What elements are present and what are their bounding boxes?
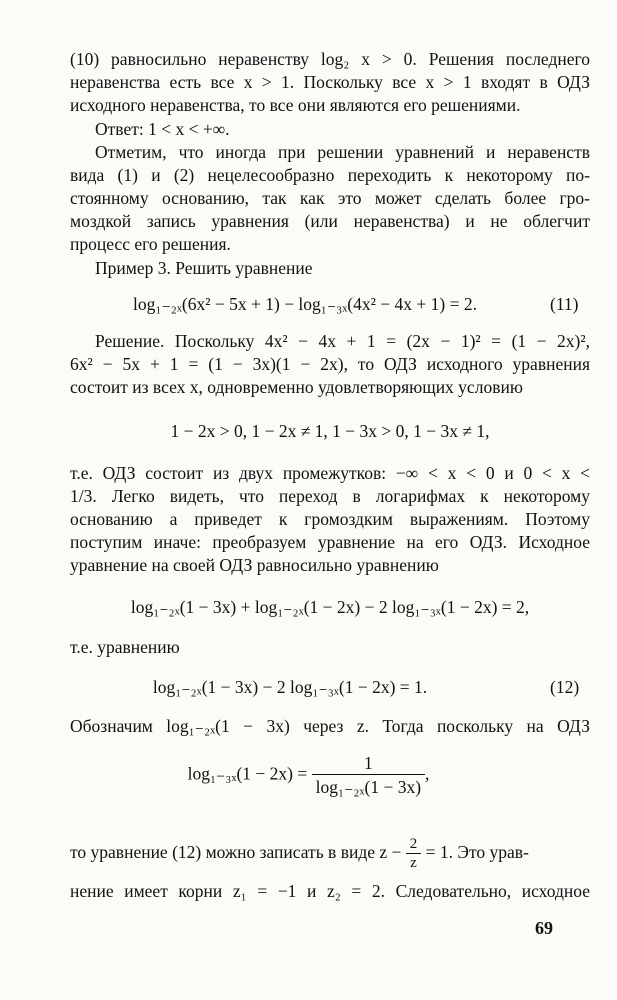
solution-line: Решение. Поскольку 4x² − 4x + 1 = (2x − 1)² = (1 − 2x)²,: [95, 331, 590, 351]
page-number: 69: [535, 918, 553, 938]
text-line: т.е. ОДЗ состоит из двух промежутков: −∞ < x < 0 и 0 < x <: [70, 463, 590, 483]
text-line: стоянному основанию, так как это может сделать более гро-: [70, 188, 590, 208]
fraction-formula: [0, 752, 617, 799]
equation-number: (12): [550, 677, 580, 697]
text-segment: то уравнение (12) можно записать в виде z −: [70, 842, 402, 862]
inline-fraction-numerator: 2: [406, 835, 422, 854]
equation-number: (11): [550, 294, 579, 314]
text-line: (10) равносильно неравенству log₂ x > 0. Решения последнего: [70, 49, 590, 69]
text-line: состоит из всех x, одновременно удовлетворяющих условию: [70, 377, 523, 397]
fraction-denominator: log₁₋₂ₓ(1 − 3x): [315, 777, 422, 797]
text-line: неравенства есть все x > 1. Поскольку все x > 1 входят в ОДЗ: [70, 72, 590, 92]
text-segment: = 1. Это урав-: [425, 842, 529, 862]
text-line: основанию a приведет к громоздким выражениям. Поэтому: [70, 509, 590, 529]
text-line: вида (1) и (2) нецелесообразно переходить к некоторому по-: [70, 165, 590, 185]
text-line: нение имеет корни z₁ = −1 и z₂ = 2. Следовательно, исходное: [70, 881, 590, 901]
text-line: процесс его решения.: [70, 234, 231, 254]
fraction-left: log₁₋₃ₓ(1 − 2x) =: [187, 763, 308, 784]
text-line: поступим иначе: преобразуем уравнение на его ОДЗ. Исходное: [70, 532, 590, 552]
answer-line: Ответ: 1 < x < +∞.: [95, 119, 230, 139]
text-line: 6x² − 5x + 1 = (1 − 3x)(1 − 2x), то ОДЗ исходного уравнения: [70, 354, 590, 374]
fraction: [312, 752, 425, 799]
text-line-with-fraction: [70, 830, 590, 874]
fraction-tail: ,: [425, 763, 430, 784]
domain-conditions: 1 − 2x > 0, 1 − 2x ≠ 1, 1 − 3x > 0, 1 − 3x ≠ 1,: [170, 421, 490, 441]
equation-11: log₁₋₂ₓ(6x² − 5x + 1) − log₁₋₃ₓ(4x² − 4x + 1) = 2.: [133, 294, 477, 314]
equation-transformed: log₁₋₂ₓ(1 − 3x) + log₁₋₂ₓ(1 − 2x) − 2 log₁₋₃ₓ(1 − 2x) = 2,: [130, 597, 530, 617]
example-heading: Пример 3. Решить уравнение: [95, 258, 313, 278]
text-line: Обозначим log₁₋₂ₓ(1 − 3x) через z. Тогда поскольку на ОДЗ: [70, 716, 590, 736]
text-line: т.е. уравнению: [70, 637, 180, 657]
inline-fraction-denominator: z: [410, 855, 417, 872]
text-line: моздкой запись уравнения (или неравенства) и не облегчит: [70, 211, 590, 231]
inline-fraction: [406, 835, 422, 872]
fraction-numerator: 1: [312, 752, 425, 775]
text-line: Отметим, что иногда при решении уравнений и неравенств: [95, 142, 590, 162]
text-line: исходного неравенства, то все они являются его решениями.: [70, 95, 521, 115]
text-line: уравнение на своей ОДЗ равносильно уравнению: [70, 555, 439, 575]
equation-12: log₁₋₂ₓ(1 − 3x) − 2 log₁₋₃ₓ(1 − 2x) = 1.: [152, 677, 428, 697]
text-line: 1/3. Легко видеть, что переход в логарифмах к некоторому: [70, 486, 590, 506]
